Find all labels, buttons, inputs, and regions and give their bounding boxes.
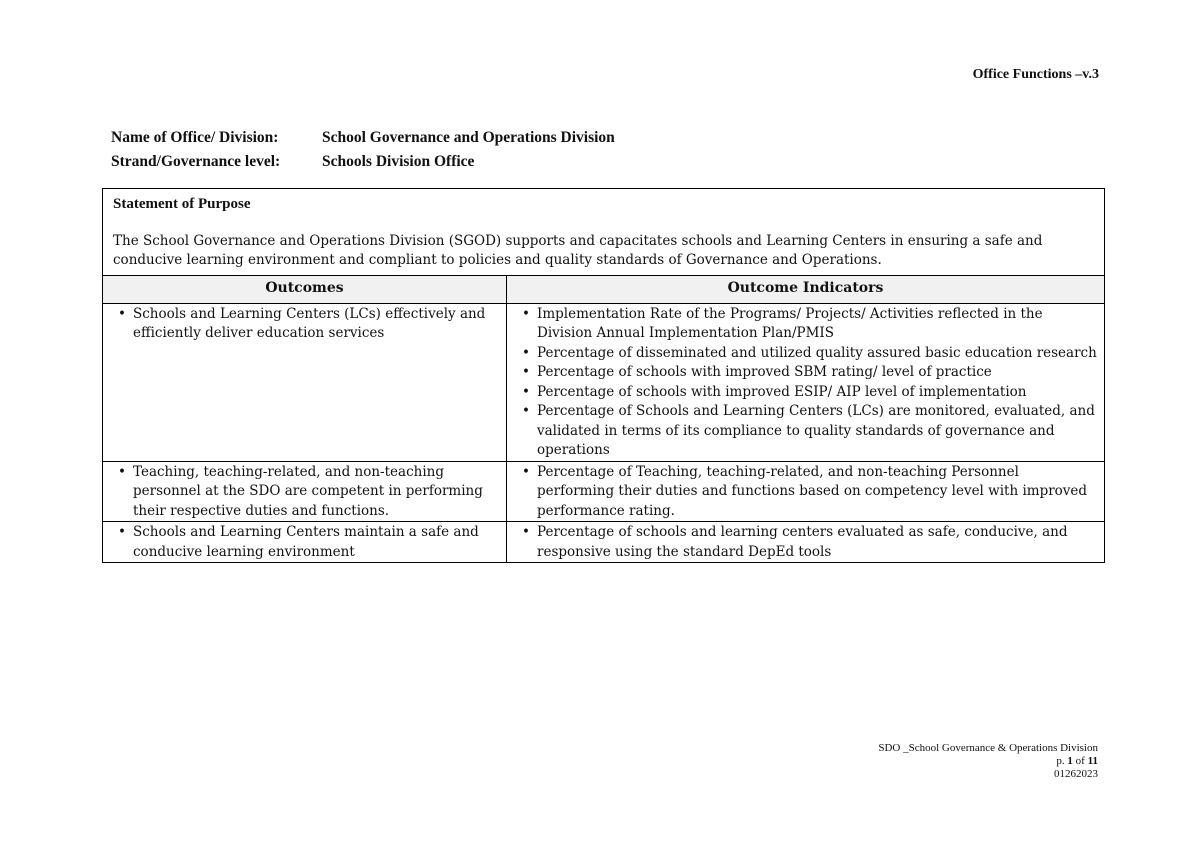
strand-row [111, 150, 615, 174]
indicators-column-header: Outcome Indicators [507, 275, 1105, 303]
outcome-list [115, 305, 500, 344]
outcomes-cell [103, 461, 507, 522]
indicator-list [519, 463, 1098, 522]
list-item: • Percentage of Teaching, teaching-related, and non-teaching Personnel performing their duties and functions based on competency level with improved performance rating. [519, 463, 1098, 522]
page-of: of [1075, 755, 1085, 767]
list-item: • Implementation Rate of the Programs/ Projects/ Activities reflected in the Division Annual Implementation Plan/PMIS [519, 305, 1098, 344]
page-number [878, 755, 1098, 768]
list-item: • Schools and Learning Centers maintain a safe and conducive learning environment [115, 523, 500, 562]
indicators-cell [507, 522, 1105, 563]
table-row [103, 522, 1105, 563]
office-name-value: School Governance and Operations Division [322, 129, 615, 146]
list-item: • Percentage of schools and learning centers evaluated as safe, conducive, and responsive using the standard DepEd tools [519, 523, 1098, 562]
indicators-cell [507, 303, 1105, 461]
footer-division: SDO _School Governance & Operations Division [878, 742, 1098, 754]
table-header-row [103, 275, 1105, 303]
purpose-text: The School Governance and Operations Division (SGOD) supports and capacitates schools and Learning Centers in ensuring a safe and conducive learning environment and compliant to policies and quality standards of Governance and Operations. [113, 232, 1043, 268]
list-item: • Percentage of Schools and Learning Centers (LCs) are monitored, evaluated, and validated in terms of its compliance to quality standards of governance and operations [519, 402, 1098, 461]
strand-value: Schools Division Office [322, 153, 475, 170]
list-item: • Schools and Learning Centers (LCs) effectively and efficiently deliver education services [115, 305, 500, 344]
purpose-title: Statement of Purpose [113, 196, 251, 212]
indicators-cell [507, 461, 1105, 522]
purpose-cell [103, 189, 1105, 276]
table-row [103, 303, 1105, 461]
purpose-row [103, 189, 1105, 276]
outcomes-cell [103, 522, 507, 563]
page-prefix: p. [1056, 755, 1065, 767]
office-info [111, 126, 615, 174]
table-row [103, 461, 1105, 522]
document-version: Office Functions –v.3 [972, 67, 1099, 82]
outcome-list [115, 523, 500, 562]
office-name-row [111, 126, 615, 150]
strand-label: Strand/Governance level: [111, 153, 281, 170]
outcomes-cell [103, 303, 507, 461]
outcomes-column-header: Outcomes [103, 275, 507, 303]
page-current: 1 [1067, 755, 1073, 767]
list-item: • Percentage of schools with improved ESIP/ AIP level of implementation [519, 383, 1098, 403]
indicator-list [519, 523, 1098, 562]
list-item: • Percentage of schools with improved SBM rating/ level of practice [519, 363, 1098, 383]
list-item: • Teaching, teaching-related, and non-teaching personnel at the SDO are competent in performing their respective duties and functions. [115, 463, 500, 522]
outcome-list [115, 463, 500, 522]
list-item: • Percentage of disseminated and utilized quality assured basic education research [519, 344, 1098, 364]
indicator-list [519, 305, 1098, 461]
outcomes-table [102, 188, 1105, 563]
page-total: 11 [1087, 755, 1098, 767]
document-code: 01262023 [1054, 768, 1098, 780]
page-footer [878, 742, 1098, 781]
office-name-label: Name of Office/ Division: [111, 129, 279, 146]
